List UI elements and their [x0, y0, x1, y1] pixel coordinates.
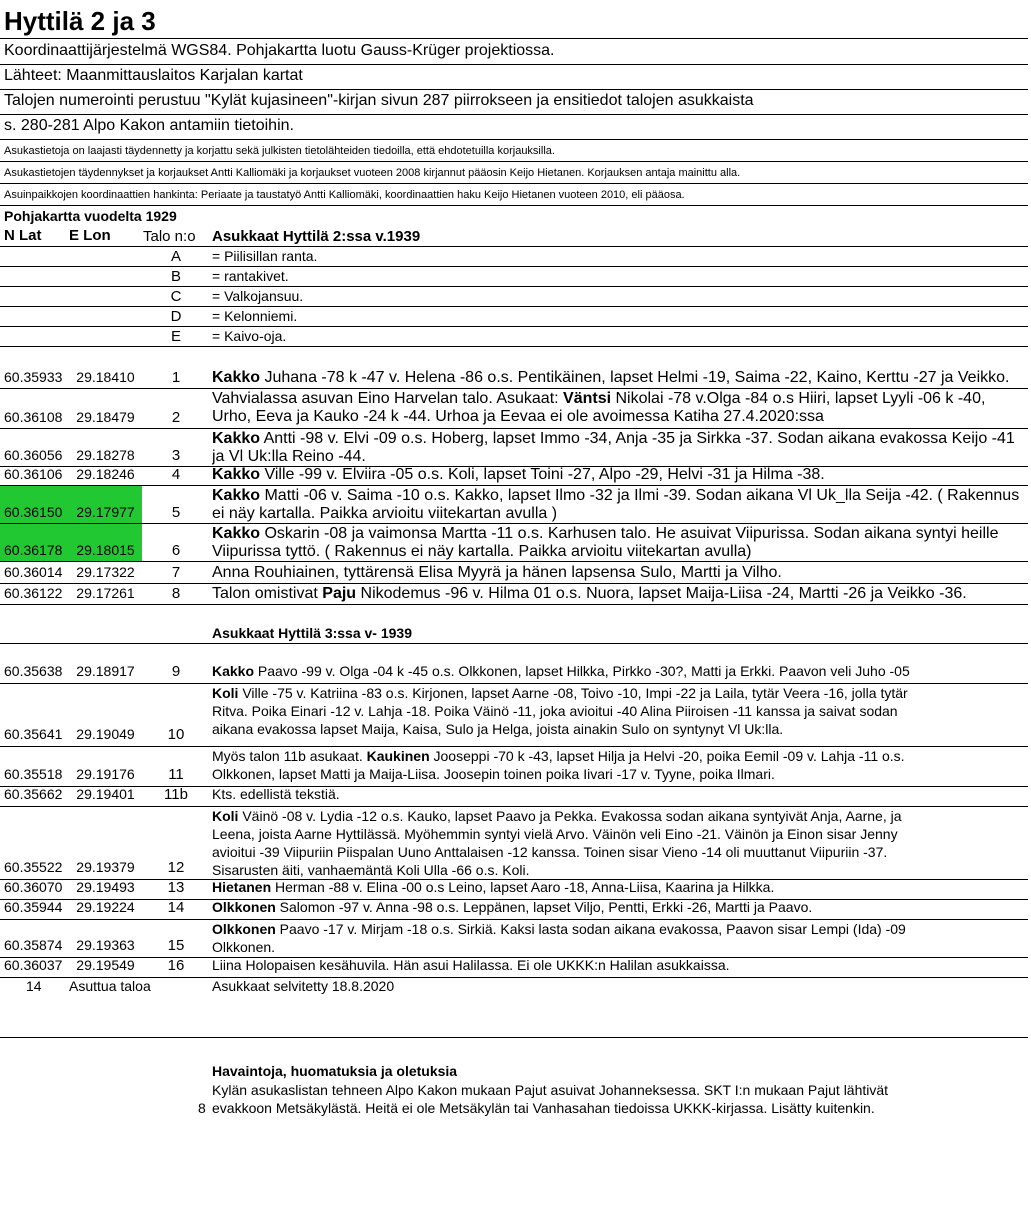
lon-cell: 29.18278 — [76, 447, 135, 463]
house-number: 6 — [171, 542, 181, 559]
note-2: Asukastietojen täydennykset ja korjaukset Antti Kalliomäki ja korjaukset vuoteen 2008 kirjannut pääosin Keijo Hietanen. Korjauksen antaja mainittu alla. — [4, 167, 741, 179]
resident-text-line — [212, 525, 1028, 542]
resident-text-line — [212, 585, 1028, 602]
place-letter: E — [170, 328, 181, 345]
divider — [0, 485, 1028, 486]
house-number: 9 — [171, 663, 181, 680]
divider — [0, 561, 1028, 562]
resident-text-line — [212, 808, 1028, 825]
lon-cell: 29.18246 — [76, 466, 135, 482]
place-description: = Piilisillan ranta. — [212, 248, 318, 264]
resident-text-line: ja Vl Uk:lla Reino -44. — [212, 448, 366, 465]
place-description: = Valkojansuu. — [212, 288, 304, 304]
resident-text-line — [212, 921, 1028, 938]
lon-cell: 29.18479 — [76, 409, 135, 425]
resident-text: Juhana -78 k -47 v. Helena -86 o.s. Pentikäinen, lapset Helmi -19, Saima -22, Kaino, Kerttu -27 ja Veikko. — [260, 369, 1010, 386]
divider — [0, 114, 1028, 115]
place-letter: A — [170, 248, 181, 265]
resident-text-line: ei näy kartalla. Paikka arvioitu viitekartan avulla ) — [212, 505, 558, 522]
numbering-note-line2: s. 280-281 Alpo Kakon antamiin tietoihin. — [4, 117, 294, 134]
resident-text: Ville -99 v. Elviira -05 o.s. Koli, lapset Toini -27, Alpo -29, Helvi -31 ja Hilma -38. — [260, 466, 825, 483]
family-name: Koli — [212, 808, 239, 824]
summary-label: Asuttua taloa — [69, 978, 151, 994]
lon-cell: 29.19379 — [76, 859, 135, 875]
place-letter: D — [170, 308, 182, 325]
lat-cell: 60.35518 — [4, 766, 63, 782]
lat-cell: 60.36150 — [4, 504, 63, 520]
house-number: 1 — [171, 369, 181, 386]
lon-cell: 29.19493 — [76, 879, 135, 895]
house-number: 5 — [171, 504, 181, 521]
resident-text-line — [212, 748, 1028, 765]
family-name: Kakko — [212, 663, 255, 679]
lon-cell: 29.17261 — [76, 585, 135, 601]
divider — [0, 523, 1028, 524]
divider — [0, 604, 1028, 605]
divider — [0, 139, 1028, 140]
notes-line1: Kylän asukaslistan tehneen Alpo Kakon mukaan Pajut asuivat Johanneksessa. SKT I:n mukaan Pajut lähtivät — [212, 1082, 889, 1098]
house-number: 3 — [171, 447, 181, 464]
resident-text: Paavo -99 v. Olga -04 k -45 o.s. Olkkonen, lapset Hilkka, Pirkko -30?, Matti ja Erkki. Paavon veli Juho -05 — [254, 663, 910, 679]
lat-cell: 60.36014 — [4, 564, 63, 580]
family-name: Olkkonen — [212, 899, 276, 915]
divider — [0, 1037, 1028, 1038]
lat-cell: 60.36070 — [4, 879, 63, 895]
summary-date: Asukkaat selvitetty 18.8.2020 — [212, 978, 395, 994]
resident-text: Anna Rouhiainen, tyttärensä Elisa Myyrä ja hänen lapsensa Sulo, Martti ja Vilho. — [212, 564, 782, 581]
resident-text-pre: Talon omistivat — [212, 585, 323, 602]
resident-text: Oskarin -08 ja vaimonsa Martta -11 o.s. Karhusen talo. He asuivat Viipurissa. Sodan aikana syntyi heille — [260, 525, 999, 542]
resident-text-line: Ritva. Poika Einari -12 v. Lahja -18. Poika Väinö -11, joka avioitui -40 Alina Piiroisen -11 kanssa ja saivat sodan — [212, 703, 898, 719]
lat-cell: 60.36108 — [4, 409, 63, 425]
sources-note: Lähteet: Maanmittauslaitos Karjalan kartat — [4, 67, 303, 84]
divider — [0, 246, 1028, 247]
divider — [0, 306, 1028, 307]
resident-text-line — [212, 786, 1028, 803]
resident-text-line — [212, 957, 1028, 974]
divider — [0, 64, 1028, 65]
resident-text-line — [212, 430, 1028, 447]
lat-cell: 60.35641 — [4, 726, 63, 742]
family-name: Väntsi — [563, 390, 612, 407]
divider — [0, 161, 1028, 162]
resident-text: Paavo -17 v. Mirjam -18 o.s. Sirkiä. Kaksi lasta sodan aikana evakossa, Paavon sisar Lempi (Ida) -09 — [275, 921, 906, 937]
lon-cell: 29.19176 — [76, 766, 135, 782]
resident-text-line: Sisarusten äiti, vanhaemäntä Koli Ulla -66 o.s. Koli. — [212, 862, 530, 878]
place-description: = rantakivet. — [212, 268, 289, 284]
resident-text-line — [212, 487, 1028, 504]
house-number: 14 — [167, 899, 185, 916]
resident-text-line — [212, 879, 1028, 896]
resident-text-line — [212, 390, 1028, 407]
notes-heading: Havaintoja, huomatuksia ja oletuksia — [212, 1063, 458, 1079]
family-name: Kaukinen — [366, 748, 430, 764]
resident-text-line — [212, 899, 1028, 916]
lat-cell: 60.36037 — [4, 957, 63, 973]
family-name: Kakko — [212, 430, 261, 447]
lat-cell: 60.35522 — [4, 859, 63, 875]
resident-text-line: Leena, joista Aarne Hyttilässä. Myöhemmin syntyi vielä Arvo. Väinön veli Eino -21. Väinön ja Einon sisar Jenny — [212, 826, 898, 842]
divider — [0, 746, 1028, 747]
family-name: Paju — [322, 585, 357, 602]
divider — [0, 583, 1028, 584]
house-number: 12 — [167, 859, 185, 876]
family-name: Olkkonen — [212, 921, 276, 937]
divider — [0, 38, 1028, 39]
divider — [0, 977, 1028, 978]
lon-cell: 29.18410 — [76, 369, 135, 385]
col-lon-header: E Lon — [69, 227, 111, 244]
resident-text: Jooseppi -70 k -43, lapset Hilja ja Helvi -20, poika Eemil -09 v. Lahja -11 o.s. — [429, 748, 905, 764]
divider — [0, 183, 1028, 184]
coordinate-system-note: Koordinaattijärjestelmä WGS84. Pohjakartta luotu Gauss-Krüger projektiossa. — [4, 42, 555, 59]
divider — [0, 89, 1028, 90]
house-number: 4 — [171, 466, 181, 483]
resident-text-line — [212, 369, 1028, 386]
house-number: 16 — [167, 957, 185, 974]
house-number: 10 — [167, 726, 185, 743]
lon-cell: 29.18917 — [76, 663, 135, 679]
page-title: Hyttilä 2 ja 3 — [4, 6, 156, 36]
divider — [0, 643, 1028, 644]
lat-cell: 60.35944 — [4, 899, 63, 915]
family-name: Kakko — [212, 487, 261, 504]
lat-cell: 60.36178 — [4, 542, 63, 558]
divider — [0, 205, 1028, 206]
col-no-header: Talo n:o — [143, 228, 196, 245]
resident-text: Kts. edellistä tekstiä. — [212, 786, 340, 802]
resident-text: Nikodemus -96 v. Hilma 01 o.s. Nuora, lapset Maija-Liisa -24, Martti -26 ja Veikko -36. — [356, 585, 967, 602]
resident-text: Ville -75 v. Katriina -83 o.s. Kirjonen, lapset Aarne -08, Toivo -10, Impi -22 ja Laila, tytär Veera -16, jolla tytär — [238, 685, 908, 701]
lon-cell: 29.19363 — [76, 937, 135, 953]
col-residents-header: Asukkaat Hyttilä 2:ssa v.1939 — [212, 228, 421, 245]
lat-cell: 60.35662 — [4, 786, 63, 802]
numbering-note-line1: Talojen numerointi perustuu "Kylät kujasineen"-kirjan sivun 287 piirrokseen ja ensitiedot talojen asukkaista — [4, 92, 754, 109]
divider — [0, 326, 1028, 327]
notes-num: 8 — [198, 1100, 206, 1116]
resident-text-line — [212, 564, 1028, 581]
resident-text-pre: Vahvialassa asuvan Eino Harvelan talo. Asukaat: — [212, 390, 564, 407]
notes-line2: evakkoon Metsäkylästä. Heitä ei ole Metsäkylän tai Vanhasahan tiedoissa UKKK-kirjassa. Lisätty kuitenkin. — [212, 1100, 875, 1116]
place-description: = Kaivo-oja. — [212, 328, 287, 344]
resident-text-line: Viipurissa tyttö. ( Rakennus ei näy kartalla. Paikka arvioitu viitekartan avulla) — [212, 543, 752, 560]
lat-cell: 60.35933 — [4, 369, 63, 385]
note-3: Asuinpaikkojen koordinaattien hankinta: Periaate ja taustatyö Antti Kalliomäki, koordinaattien haku Keijo Hietanen vuoteen 2010, eli pääosa. — [4, 189, 685, 201]
resident-text-line: aikana evakossa lapset Maija, Kaisa, Sulo ja Helga, joista ainakin Sulo on syntynyt Vl Uk:lla. — [212, 721, 784, 737]
resident-text-line — [212, 663, 1028, 680]
divider — [0, 683, 1028, 684]
resident-text-line — [212, 685, 1028, 702]
family-name: Kakko — [212, 369, 261, 386]
lon-cell: 29.17322 — [76, 564, 135, 580]
lat-cell: 60.36122 — [4, 585, 63, 601]
section-heading: Asukkaat Hyttilä 3:ssa v- 1939 — [212, 625, 412, 641]
resident-text: Matti -06 v. Saima -10 o.s. Kakko, lapset Ilmo -32 ja Ilmi -39. Sodan aikana Vl Uk_lla Seija -42. ( Rakennus — [260, 487, 1020, 504]
lon-cell: 29.18015 — [76, 542, 135, 558]
lon-cell: 29.17977 — [76, 504, 135, 520]
lon-cell: 29.19549 — [76, 957, 135, 973]
family-name: Koli — [212, 685, 239, 701]
resident-text: Salomon -97 v. Anna -98 o.s. Leppänen, lapset Viljo, Pentti, Erkki -26, Martti ja Paavo. — [275, 899, 813, 915]
resident-text-pre: Myös talon 11b asukaat. — [212, 748, 367, 764]
resident-text-line: avioitui -39 Viipuriin Piispalan Uuno Anttalaisen -12 kanssa. Toinen sisar Vieno -14 oli muuttanut Viipuriin -37. — [212, 844, 888, 860]
divider — [0, 428, 1028, 429]
family-name: Kakko — [212, 466, 261, 483]
divider — [0, 806, 1028, 807]
divider — [0, 919, 1028, 920]
divider — [0, 388, 1028, 389]
lon-cell: 29.19401 — [76, 786, 135, 802]
resident-text: Liina Holopaisen kesähuvila. Hän asui Halilassa. Ei ole UKKK:n Halilan asukkaissa. — [212, 957, 730, 973]
resident-text: Antti -98 v. Elvi -09 o.s. Hoberg, lapset Immo -34, Anja -35 ja Sirkka -37. Sodan aikana evakossa Keijo -41 — [260, 430, 1015, 447]
lat-cell: 60.35874 — [4, 937, 63, 953]
resident-text-line — [212, 466, 1028, 483]
house-number: 2 — [171, 409, 181, 426]
family-name: Kakko — [212, 525, 261, 542]
place-description: = Kelonniemi. — [212, 308, 298, 324]
lat-cell: 60.36106 — [4, 466, 63, 482]
lon-cell: 29.19049 — [76, 726, 135, 742]
house-number: 11 — [168, 766, 184, 783]
lat-cell: 60.36056 — [4, 447, 63, 463]
lon-cell: 29.19224 — [76, 899, 135, 915]
divider — [0, 266, 1028, 267]
divider — [0, 286, 1028, 287]
house-number: 8 — [171, 585, 181, 602]
house-number: 11b — [164, 786, 188, 803]
house-number: 13 — [167, 879, 185, 896]
family-name: Hietanen — [212, 879, 272, 895]
place-letter: B — [170, 268, 181, 285]
house-number: 15 — [167, 937, 185, 954]
resident-text-line: Olkkonen. — [212, 939, 276, 955]
col-lat-header: N Lat — [4, 227, 42, 244]
resident-text: Herman -88 v. Elina -00 o.s Leino, lapset Aaro -18, Anna-Liisa, Kaarina ja Hilkka. — [271, 879, 775, 895]
lat-cell: 60.35638 — [4, 663, 63, 679]
summary-count: 14 — [26, 978, 42, 994]
note-1: Asukastietoja on laajasti täydennetty ja korjattu sekä julkisten tietolähteiden tiedoilla, että ehdotetuilla korjauksilla. — [4, 145, 555, 157]
house-number: 7 — [171, 564, 181, 581]
resident-text: Nikolai -78 v.Olga -84 o.s Hiiri, lapset Lyyli -06 k -40, — [611, 390, 986, 407]
place-letter: C — [170, 288, 182, 305]
divider — [0, 346, 1028, 347]
resident-text-line: Urho, Eeva ja Kauko -24 k -44. Urhoa ja Eevaa ei ole avoimessa Katiha 27.4.2020:ssa — [212, 408, 824, 425]
resident-text-line: Olkkonen, lapset Matti ja Maija-Liisa. Joosepin toinen poika Iivari -17 v. Tyyne, poika Ilmari. — [212, 766, 775, 782]
basemap-label: Pohjakartta vuodelta 1929 — [4, 208, 177, 224]
resident-text: Väinö -08 v. Lydia -12 o.s. Kauko, lapset Paavo ja Pekka. Evakossa sodan aikana syntyivät Anja, Aarne, ja — [238, 808, 902, 824]
